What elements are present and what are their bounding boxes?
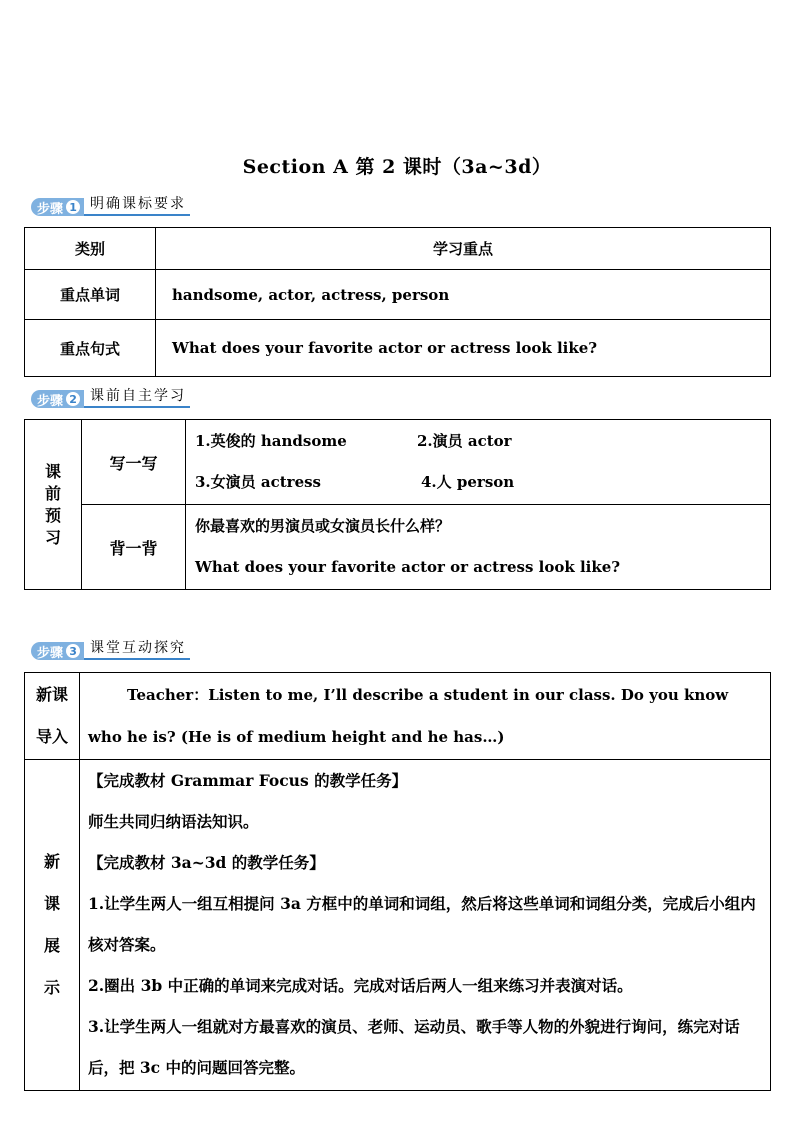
write-items [186,420,771,505]
show-line: 【完成教材 3a~3d 的教学任务】 [88,853,325,872]
show-line: 1.让学生两人一组互相提问 3a 方框中的单词和词组，然后将这些单词和词组分类，完成后小组内核对答案。 [88,894,756,954]
show-line: 【完成教材 Grammar Focus 的教学任务】 [88,771,408,790]
show-line: 师生共同归纳语法知识。 [88,812,259,831]
step-label: 明确课标要求 [84,195,190,216]
step-badge: 步骤 3 [31,642,84,660]
show-line: 3.让学生两人一组就对方最喜欢的演员、老师、运动员、歌手等人物的外貌进行询问，练完对话后，把 3c 中的问题回答完整。 [88,1017,740,1077]
step-badge: 步骤 1 [31,198,84,216]
preview-side-label: 课 前 预 习 [25,420,82,590]
classroom-table [24,672,771,1091]
show-label: 新 课 展 示 [25,760,80,1091]
preview-table [24,419,771,590]
vocab-item: 2.演员 actor [417,432,512,450]
step-label: 课堂互动探究 [84,639,190,660]
header-category: 类别 [25,228,156,270]
recite-label: 背一背 [82,505,186,590]
vocab-item: 3.女演员 actress [195,473,321,491]
page-title: Section A 第 2 课时（3a~3d） [242,156,552,178]
row-content: handsome, actor, actress, person [156,270,771,320]
row-category: 重点句式 [25,320,156,377]
step-badge: 步骤 2 [31,390,84,408]
intro-text: Teacher：Listen to me, I’ll describe a student in our class. Do you know who he is? (He is of medium height and he has…) [80,673,771,760]
recite-lines [186,505,771,590]
intro-label: 新课 导入 [25,673,80,760]
recite-line: 你最喜欢的男演员或女演员长什么样？ [195,517,451,535]
step-2-header [31,388,190,408]
vocab-item: 1.英俊的 handsome [195,432,347,450]
step-label: 课前自主学习 [84,387,190,408]
row-category: 重点单词 [25,270,156,320]
show-content [80,760,771,1091]
row-content: What does your favorite actor or actress look like? [156,320,771,377]
show-line: 2.圈出 3b 中正确的单词来完成对话。完成对话后两人一组来练习并表演对话。 [88,976,633,995]
step-number: 3 [66,644,80,658]
write-label: 写一写 [82,420,186,505]
step-number: 1 [66,200,80,214]
header-focus: 学习重点 [156,228,771,270]
step-number: 2 [66,392,80,406]
curriculum-table [24,227,771,377]
step-1-header [31,196,190,216]
vocab-item: 4.人 person [421,473,515,491]
recite-line: What does your favorite actor or actress look like? [195,558,621,576]
step-3-header [31,640,190,660]
